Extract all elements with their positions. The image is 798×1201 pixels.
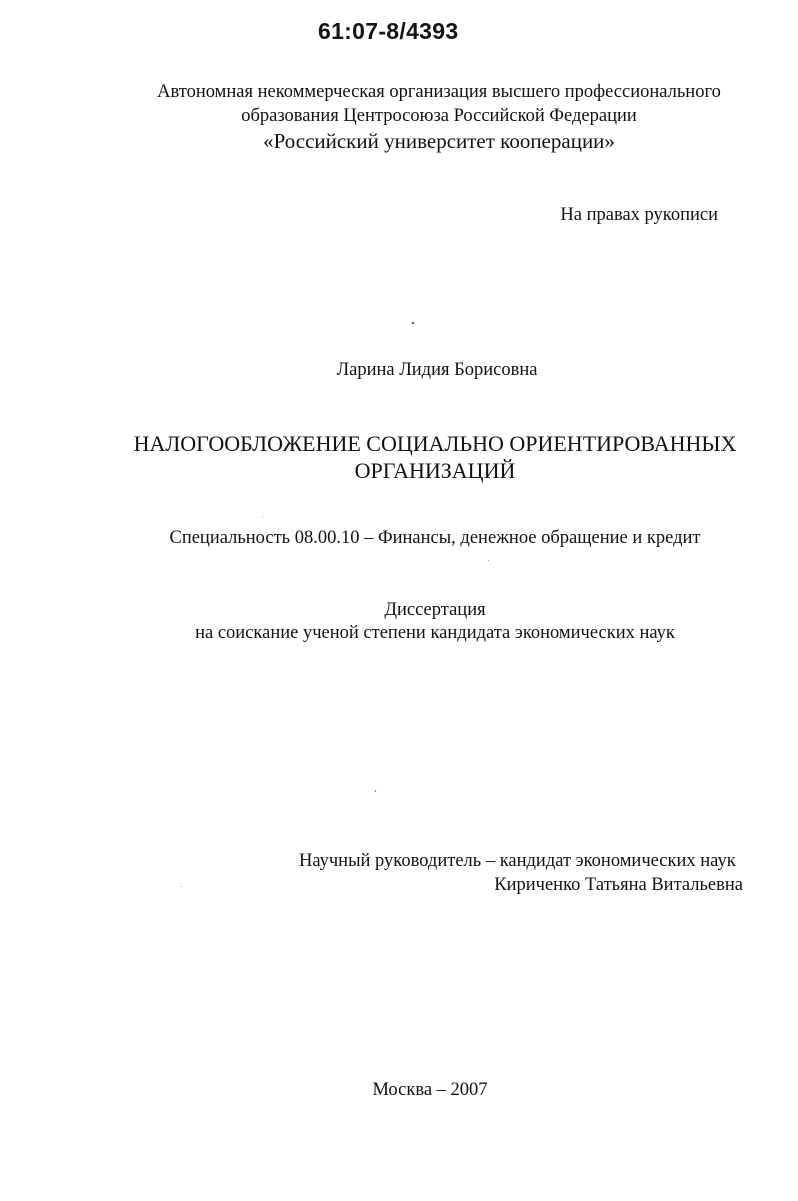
specialty-line: Специальность 08.00.10 – Финансы, денежное обращение и кредит — [169, 528, 701, 548]
supervisor-role: Научный руководитель – кандидат экономических наук — [299, 851, 736, 871]
scan-speck — [181, 886, 182, 887]
supervisor-name: Кириченко Татьяна Витальевна — [494, 875, 743, 895]
organization-line-2: образования Центросоюза Российской Федерации — [241, 106, 637, 126]
city-year: Москва – 2007 — [372, 1080, 488, 1100]
thesis-title-line-1: НАЛОГООБЛОЖЕНИЕ СОЦИАЛЬНО ОРИЕНТИРОВАННЫХ — [133, 431, 737, 456]
degree-line: на соискание ученой степени кандидата экономических наук — [195, 623, 675, 643]
organization-line-1: Автономная некоммерческая организация высшего профессионального — [157, 82, 721, 102]
manuscript-rights-note: На правах рукописи — [560, 205, 718, 225]
thesis-title-line-2: ОРГАНИЗАЦИЙ — [354, 458, 516, 483]
scan-speck — [262, 516, 263, 517]
university-name: «Российский университет кооперации» — [263, 129, 615, 153]
scan-speck — [488, 560, 489, 561]
scan-speck — [412, 322, 415, 325]
author-name: Ларина Лидия Борисовна — [336, 360, 538, 380]
scan-speck — [375, 790, 377, 792]
archive-stamp-code: 61:07-8/4393 — [318, 18, 459, 44]
dissertation-label: Диссертация — [384, 600, 486, 620]
